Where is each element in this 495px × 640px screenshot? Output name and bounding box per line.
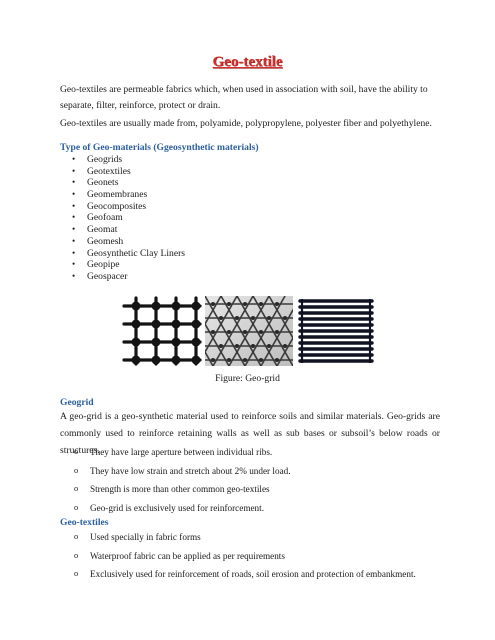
- geogrid-points-list: [60, 443, 291, 517]
- geotextiles-points-list: [60, 528, 416, 584]
- list-item: o Used specially in fabric forms: [60, 528, 416, 547]
- list-item: • Geofoam: [60, 212, 185, 224]
- list-item: • Geomembranes: [60, 189, 185, 201]
- list-item: • Geopipe: [60, 259, 185, 271]
- list-item: • Geomat: [60, 224, 185, 236]
- list-item: o They have low strain and stretch about 2% under load.: [60, 462, 291, 481]
- list-item: o Waterproof fabric can be applied as per requirements: [60, 547, 416, 566]
- list-item: o They have large aperture between individual ribs.: [60, 443, 291, 462]
- list-item: • Geogrids: [60, 154, 185, 166]
- types-list: [60, 154, 185, 283]
- geogrid-triaxial-image: [205, 296, 293, 366]
- list-item: o Exclusively used for reinforcement of roads, soil erosion and protection of embankment.: [60, 565, 416, 584]
- list-item: • Geomesh: [60, 236, 185, 248]
- figure-caption: Figure: Geo-grid: [215, 373, 280, 384]
- intro-paragraph-2: Geo-textiles are usually made from, polyamide, polypropylene, polyester fiber and polyethylene.: [60, 118, 432, 129]
- list-item: • Geonets: [60, 177, 185, 189]
- list-item: • Geospacer: [60, 271, 185, 283]
- list-item: • Geotextiles: [60, 166, 185, 178]
- geogrid-black-image: [122, 296, 202, 366]
- list-item: • Geocomposites: [60, 201, 185, 213]
- geogrid-heading: Geogrid: [60, 397, 94, 408]
- geotextiles-heading: Geo-textiles: [60, 517, 109, 528]
- types-heading: Type of Geo-materials (Ggeosynthetic materials): [60, 142, 259, 153]
- list-item: o Strength is more than other common geo-textiles: [60, 480, 291, 499]
- page-title: Geo-textile: [212, 54, 283, 70]
- geogrid-uniaxial-image: [296, 296, 376, 366]
- geogrid-paragraph: A geo-grid is a geo-synthetic material used to reinforce soils and similar materials. Geo-grids are commonly used to reinforce retaining walls as well as sub bases or subsoil’s below roads or structures.: [60, 411, 440, 456]
- intro-paragraph-1: Geo-textiles are permeable fabrics which, when used in association with soil, have the ability to separate, filter, reinforce, protect or drain.: [60, 84, 428, 111]
- list-item: o Geo-grid is exclusively used for reinforcement.: [60, 499, 291, 518]
- list-item: • Geosynthetic Clay Liners: [60, 248, 185, 260]
